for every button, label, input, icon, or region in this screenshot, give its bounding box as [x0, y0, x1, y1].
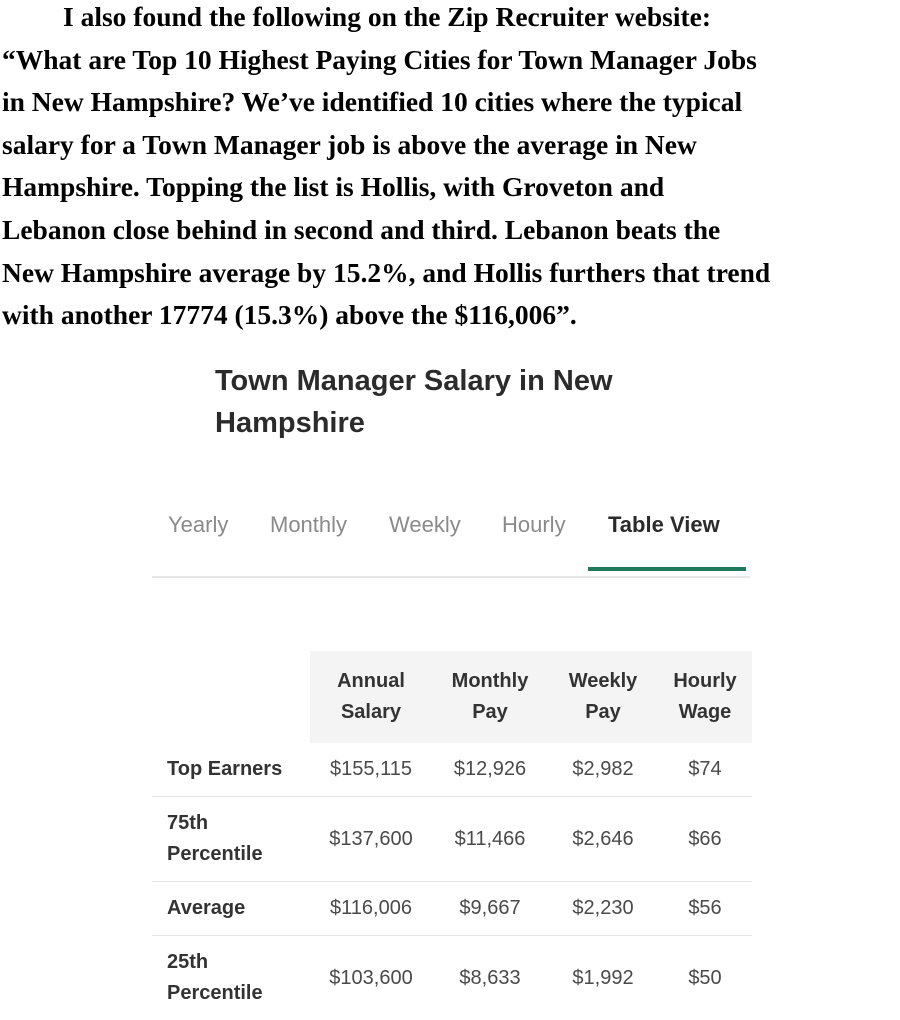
cell-monthly: $8,633	[432, 936, 548, 1020]
cell-monthly: $9,667	[432, 882, 548, 936]
tab-table-view[interactable]: Table View	[608, 508, 720, 574]
row-label	[152, 936, 310, 1020]
row-label-text: Percentile	[167, 843, 263, 865]
cell-monthly: $12,926	[432, 743, 548, 797]
tab-yearly[interactable]: Yearly	[168, 508, 228, 574]
cell-weekly: $2,230	[548, 882, 658, 936]
cell-hourly: $66	[658, 797, 752, 882]
header-text: Wage	[679, 701, 732, 723]
header-text: Pay	[472, 701, 508, 723]
paragraph-line: in New Hampshire? We’ve identified 10 cities where the typical	[2, 81, 900, 124]
header-hourly-wage	[658, 651, 752, 743]
cell-hourly: $56	[658, 882, 752, 936]
table-row	[152, 936, 752, 1020]
table-row	[152, 743, 752, 797]
cell-weekly: $2,646	[548, 797, 658, 882]
title-line: Town Manager Salary in New	[215, 365, 613, 397]
table-row	[152, 882, 752, 936]
row-label: Top Earners	[152, 743, 310, 797]
row-label	[152, 797, 310, 882]
header-text: Weekly	[569, 670, 638, 692]
header-blank-cell	[152, 651, 310, 743]
row-label-text: 25th	[167, 951, 208, 973]
header-monthly-pay	[432, 651, 548, 743]
salary-card-title	[215, 360, 735, 444]
paragraph-line: “What are Top 10 Highest Paying Cities for Town Manager Jobs	[2, 39, 900, 82]
paragraph-line: salary for a Town Manager job is above the average in New	[2, 124, 900, 167]
header-annual-salary	[310, 651, 432, 743]
row-label-text: Percentile	[167, 982, 263, 1004]
table-header-row	[152, 651, 752, 743]
header-weekly-pay	[548, 651, 658, 743]
paragraph-line: New Hampshire average by 15.2%, and Hollis furthers that trend	[2, 252, 900, 295]
tab-weekly[interactable]: Weekly	[389, 508, 461, 574]
cell-weekly: $1,992	[548, 936, 658, 1020]
cell-annual: $137,600	[310, 797, 432, 882]
header-text: Pay	[585, 701, 621, 723]
table-row	[152, 797, 752, 882]
tab-hourly[interactable]: Hourly	[502, 508, 566, 574]
paragraph-line: Lebanon close behind in second and third. Lebanon beats the	[2, 209, 900, 252]
header-text: Annual	[337, 670, 405, 692]
cell-annual: $155,115	[310, 743, 432, 797]
row-label: Average	[152, 882, 310, 936]
tab-monthly[interactable]: Monthly	[270, 508, 347, 574]
header-text: Hourly	[673, 670, 736, 692]
active-tab-indicator	[588, 567, 746, 571]
paragraph-line: Hampshire. Topping the list is Hollis, with Groveton and	[2, 166, 900, 209]
header-text: Salary	[341, 701, 401, 723]
title-line: Hampshire	[215, 407, 365, 439]
cell-hourly: $50	[658, 936, 752, 1020]
cell-annual: $116,006	[310, 882, 432, 936]
paragraph-line: I also found the following on the Zip Recruiter website:	[2, 0, 900, 39]
row-label-text: 75th	[167, 812, 208, 834]
cell-weekly: $2,982	[548, 743, 658, 797]
cell-monthly: $11,466	[432, 797, 548, 882]
paragraph-line: with another 17774 (15.3%) above the $116,006”.	[2, 294, 900, 337]
header-text: Monthly	[452, 670, 529, 692]
salary-table	[152, 651, 752, 1020]
cell-hourly: $74	[658, 743, 752, 797]
cell-annual: $103,600	[310, 936, 432, 1020]
